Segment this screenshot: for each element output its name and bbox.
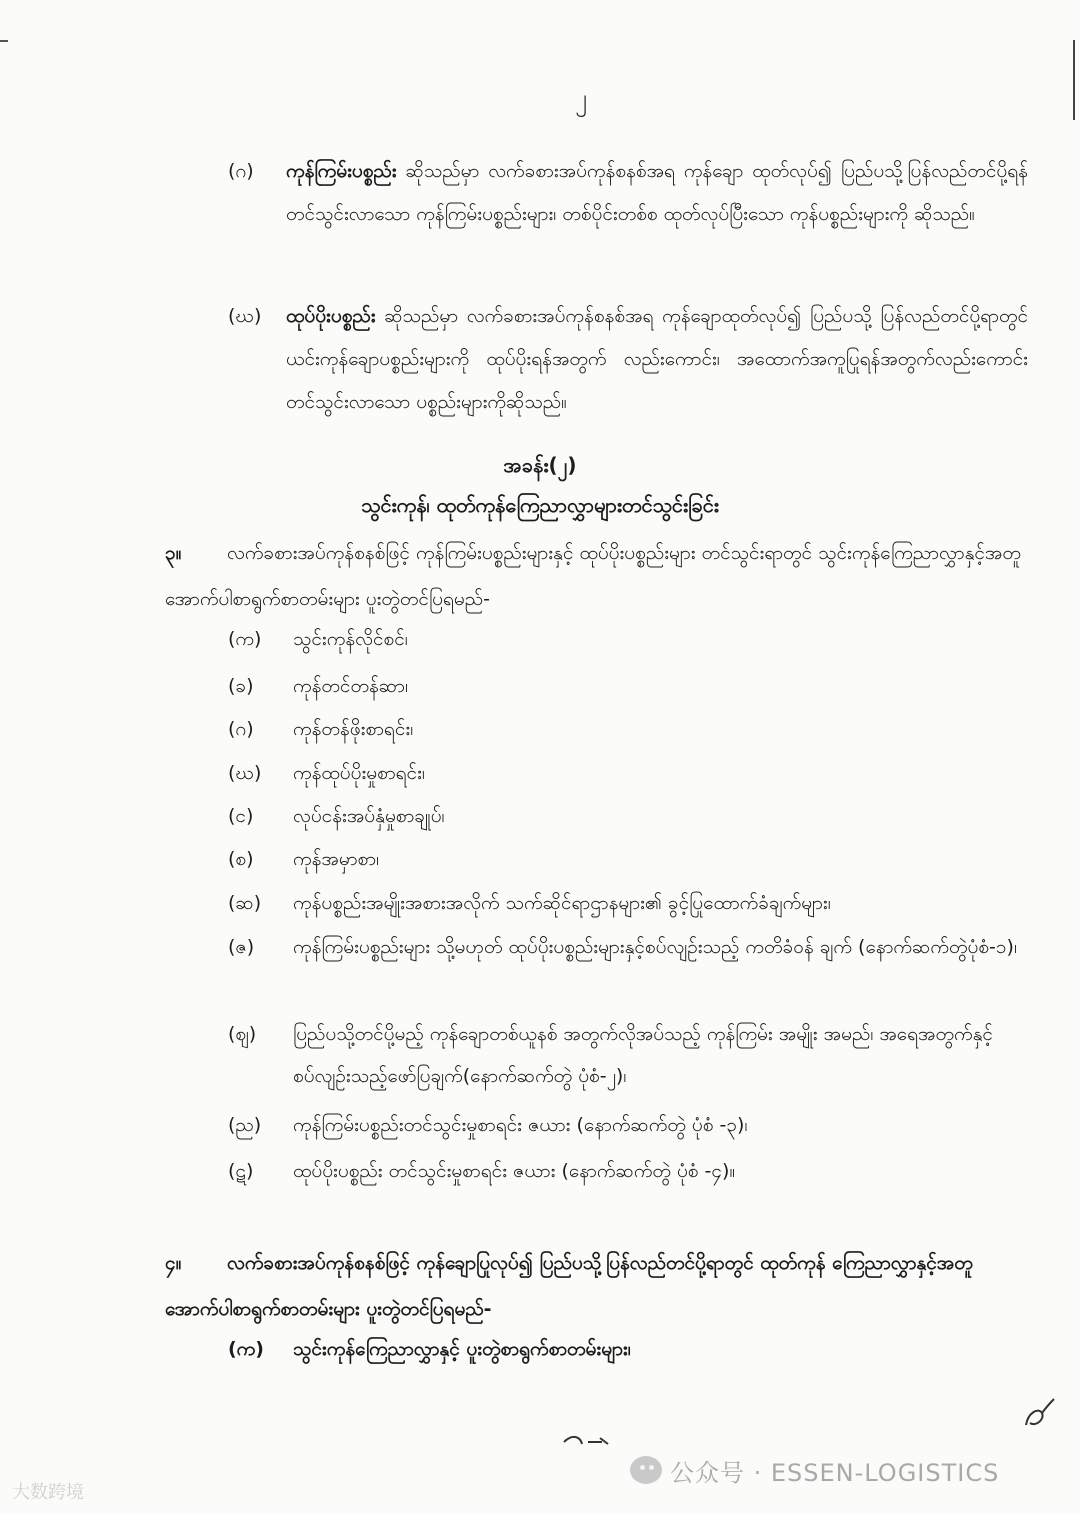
definition-text: ဆိုသည်မှာ လက်ခစားအပ်ကုန်စနစ်အရ ကုန်ချော ထုတ်လုပ်၍ ပြည်ပသို့ပြန်လည်တင်ပို့ရန် တင်သွင်းလာသော ကုန်ကြမ်းပစ္စည်းများ၊ တစ်ပိုင်းတစ်စ ထုတ်လုပ်ပြီးသော ကုန်ပစ္စည်းများကို ဆိုသည်။ <box>286 160 1028 225</box>
chapter-title: အခန်း(၂) <box>503 453 577 477</box>
definition-term: ထုပ်ပိုးပစ္စည်း <box>286 305 376 327</box>
list-item-number: (ဂ) <box>228 718 254 740</box>
list-item-text: ကုန်အမှာစာ၊ <box>293 848 380 870</box>
list-item <box>228 882 1028 924</box>
left-margin-mark <box>0 40 8 42</box>
section-number: ၄။ <box>165 1252 182 1274</box>
definition-item <box>228 150 1028 236</box>
list-item-text: သွင်းကုန်ကြေညာလွှာနှင့် ပူးတွဲစာရွက်စာတမ်းများ၊ <box>293 1338 631 1360</box>
list-item-number: (ဇ) <box>228 936 255 958</box>
list-item <box>228 618 1028 660</box>
section-number: ၃။ <box>165 542 182 564</box>
list-item <box>228 1104 1028 1146</box>
section-text: လက်ခစားအပ်ကုန်စနစ်ဖြင့် ကုန်ကြမ်းပစ္စည်းများနှင့် ထုပ်ပိုးပစ္စည်းများ တင်သွင်းရာတွင် သွင်းကုန်ကြေညာလွှာနှင့်အတူ အောက်ပါစာရွက်စာတမ်းများ ပူးတွဲတင်ပြရမည်- <box>165 542 1021 610</box>
section-text: လက်ခစားအပ်ကုန်စနစ်ဖြင့် ကုန်ချောပြုလုပ်၍ ပြည်ပသို့ပြန်လည်တင်ပို့ရာတွင် ထုတ်ကုန် ကြေညာလွှာနှင့်အတူ အောက်ပါစာရွက်စာတမ်းများ ပူးတွဲတင်ပြရမည်- <box>165 1252 973 1320</box>
wechat-icon <box>630 1456 662 1484</box>
definition-item <box>228 295 1028 424</box>
handwritten-mark <box>1018 1395 1058 1435</box>
list-item <box>228 1328 1028 1370</box>
list-item <box>228 795 1028 837</box>
definition-term: ကုန်ကြမ်းပစ္စည်း <box>286 160 397 182</box>
list-item-text: ထုပ်ပိုးပစ္စည်း တင်သွင်းမှုစာရင်း ဇယား (နောက်ဆက်တွဲ ပုံစံ -၄)။ <box>293 1160 736 1182</box>
list-item <box>228 838 1028 880</box>
list-item-text: ကုန်ကြမ်းပစ္စည်းတင်သွင်းမှုစာရင်း ဇယား (နောက်ဆက်တွဲ ပုံစံ -၃)၊ <box>293 1114 748 1136</box>
section-paragraph <box>165 530 1025 622</box>
definition-text: ဆိုသည်မှာ လက်ခစားအပ်ကုန်စနစ်အရ ကုန်ချောထုတ်လုပ်၍ ပြည်ပသို့ ပြန်လည်တင်ပို့ရာတွင် ယင်းကုန်ချောပစ္စည်းများကို ထုပ်ပိုးရန်အတွက် လည်းကောင်း၊ အထောက်အကူပြုရန်အတွက်လည်းကောင်း တင်သွင်းလာသော ပစ္စည်းများကိုဆိုသည်။ <box>286 305 1028 413</box>
list-item <box>228 926 1028 968</box>
list-item-number: (က) <box>228 1338 264 1360</box>
watermark-right <box>630 1452 999 1488</box>
handwritten-mark <box>560 1428 615 1458</box>
list-item <box>228 1013 1028 1097</box>
list-item-number: (ခ) <box>228 675 254 697</box>
page-number: ၂ <box>575 84 587 112</box>
chapter-subtitle: သွင်းကုန်၊ ထုတ်ကုန်ကြေညာလွှာများတင်သွင်းခြင်း <box>361 493 719 517</box>
list-item-text: သွင်းကုန်လိုင်စင်၊ <box>293 628 408 650</box>
list-item-number: (ဋ) <box>228 1160 254 1182</box>
watermark-right-text: 公众号 · ESSEN-LOGISTICS <box>670 1458 1000 1487</box>
list-item-text: ပြည်ပသို့တင်ပို့မည့် ကုန်ချောတစ်ယူနစ် အတွက်လိုအပ်သည့် ကုန်ကြမ်း အမျိုး အမည်၊ အရေအတွက်နှင့်စပ်လျဉ်းသည့်ဖော်ပြချက်(နောက်ဆက်တွဲ ပုံစံ-၂)၊ <box>293 1023 993 1087</box>
list-item-text: ကုန်ထုပ်ပိုးမှုစာရင်း၊ <box>293 762 425 784</box>
definition-number: (ဃ) <box>228 305 262 327</box>
list-item-text: ကုန်တန်ဖိုးစာရင်း၊ <box>293 718 414 740</box>
list-item <box>228 708 1028 750</box>
list-item-text: ကုန်ကြမ်းပစ္စည်းများ သို့မဟုတ် ထုပ်ပိုးပစ္စည်းများနှင့်စပ်လျဉ်းသည့် ကတိခံဝန် ချက် (နောက်ဆက်တွဲပုံစံ-၁)၊ <box>293 936 1017 958</box>
section-paragraph <box>165 1240 1025 1332</box>
list-item <box>228 665 1028 707</box>
list-item <box>228 1150 1028 1192</box>
right-border-mark <box>1073 40 1075 120</box>
definition-number: (ဂ) <box>228 160 254 182</box>
list-item-text: ကုန်ပစ္စည်းအမျိုးအစားအလိုက် သက်ဆိုင်ရာဌာနများ၏ ခွင့်ပြုထောက်ခံချက်များ၊ <box>293 892 831 914</box>
list-item <box>228 752 1028 794</box>
list-item-number: (င) <box>228 805 254 827</box>
list-item-number: (ဆ) <box>228 892 262 914</box>
list-item-text: ကုန်တင်တန်ဆာ၊ <box>293 675 408 697</box>
list-item-number: (ဃ) <box>228 762 262 784</box>
watermark-left: 大数跨境 <box>12 1482 84 1503</box>
list-item-number: (ည) <box>228 1114 262 1136</box>
list-item-number: (စ) <box>228 848 254 870</box>
list-item-number: (က) <box>228 628 262 650</box>
list-item-text: လုပ်ငန်းအပ်နှံမှုစာချုပ်၊ <box>293 805 445 827</box>
list-item-number: (ဈ) <box>228 1023 257 1045</box>
